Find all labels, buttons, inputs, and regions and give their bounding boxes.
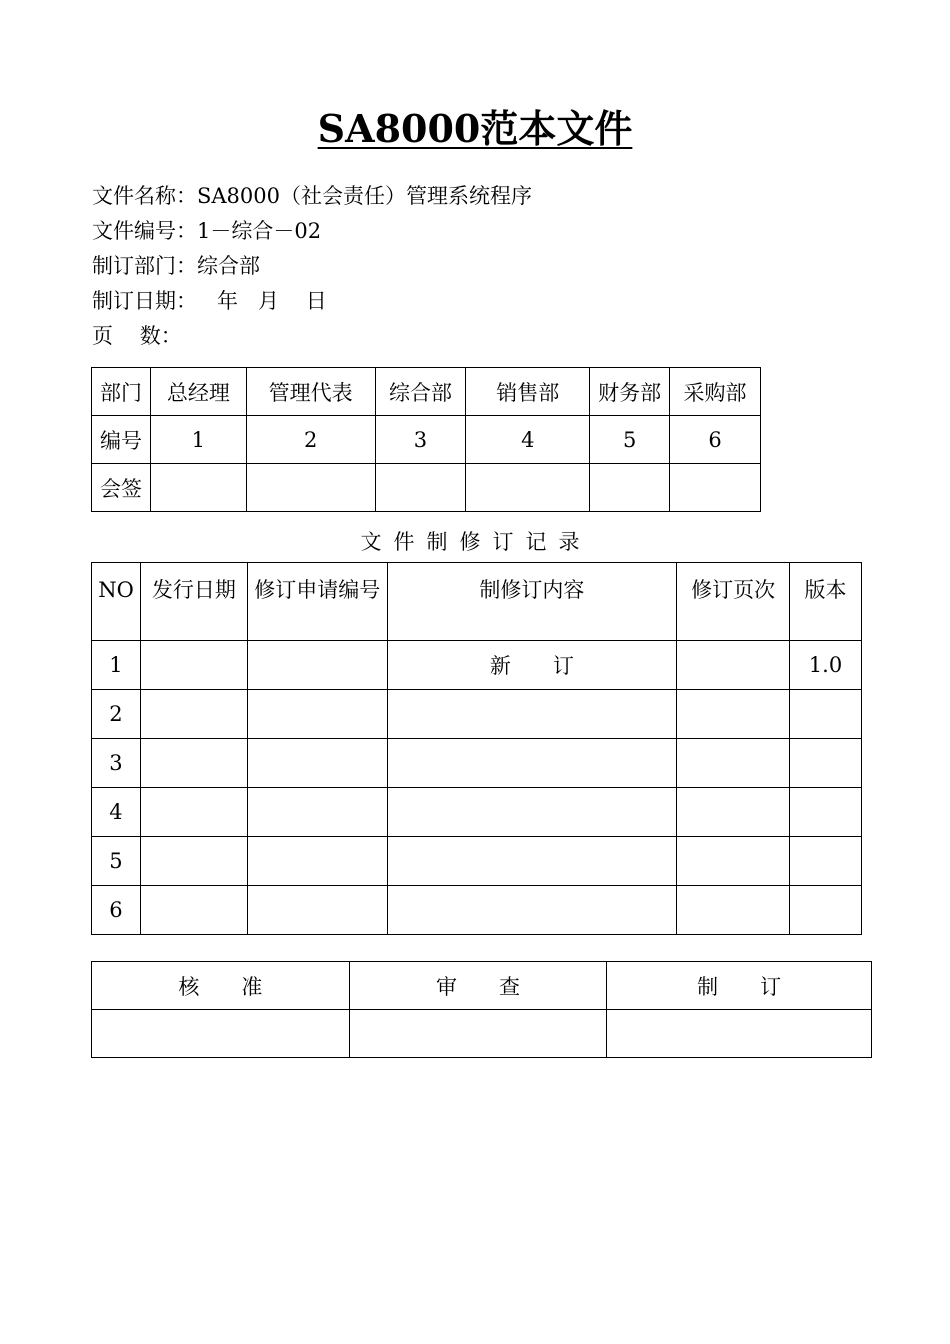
cell-version[interactable] <box>790 886 862 935</box>
info-pages: 页 数： <box>92 324 182 348</box>
table-row <box>92 886 862 935</box>
number-cell: 4 <box>466 416 590 464</box>
cell-pages[interactable] <box>677 788 790 837</box>
cell-issue-date[interactable] <box>140 690 247 739</box>
cell-version[interactable] <box>790 788 862 837</box>
signature-cell[interactable] <box>590 464 670 512</box>
cell-issue-date[interactable] <box>140 886 247 935</box>
table-row <box>92 690 862 739</box>
number-cell: 5 <box>590 416 670 464</box>
cell-content[interactable] <box>387 837 677 886</box>
cell-request-no[interactable] <box>247 641 387 690</box>
cell-request-no[interactable] <box>247 886 387 935</box>
row-label-countersign: 会签 <box>92 464 151 512</box>
cell-request-no[interactable] <box>247 690 387 739</box>
approve-signature-cell[interactable] <box>92 1010 350 1058</box>
cell-content[interactable] <box>387 788 677 837</box>
signature-cell[interactable] <box>670 464 761 512</box>
review-signature-cell[interactable] <box>349 1010 607 1058</box>
number-cell: 2 <box>246 416 375 464</box>
revision-record-table <box>91 562 862 935</box>
cell-version[interactable] <box>790 690 862 739</box>
signature-cell[interactable] <box>466 464 590 512</box>
cell-no: 6 <box>92 886 141 935</box>
dept-cell: 财务部 <box>590 368 670 416</box>
dept-cell: 销售部 <box>466 368 590 416</box>
cell-content[interactable] <box>387 886 677 935</box>
page-title: SA8000范本文件 <box>317 106 633 151</box>
cell-issue-date[interactable] <box>140 739 247 788</box>
info-file-name: 文件名称：SA8000（社会责任）管理系统程序 <box>92 184 532 208</box>
header-issue-date: 发行日期 <box>140 563 247 641</box>
cell-version[interactable] <box>790 837 862 886</box>
header-version: 版本 <box>790 563 862 641</box>
info-file-number: 文件编号：1－综合－02 <box>92 219 322 243</box>
table-row <box>92 837 862 886</box>
table-row <box>92 416 761 464</box>
cell-pages[interactable] <box>677 886 790 935</box>
countersign-table <box>91 367 761 512</box>
table-row <box>92 641 862 690</box>
table-row <box>92 1010 872 1058</box>
header-prepare: 制 订 <box>607 962 872 1010</box>
number-cell: 1 <box>150 416 246 464</box>
cell-pages[interactable] <box>677 739 790 788</box>
dept-cell: 采购部 <box>670 368 761 416</box>
table-row <box>92 788 862 837</box>
cell-version[interactable] <box>790 739 862 788</box>
header-revision-content: 制修订内容 <box>387 563 677 641</box>
cell-no: 2 <box>92 690 141 739</box>
cell-issue-date[interactable] <box>140 837 247 886</box>
dept-cell: 总经理 <box>150 368 246 416</box>
approval-table <box>91 961 872 1058</box>
table-row <box>92 368 761 416</box>
cell-pages[interactable] <box>677 837 790 886</box>
info-department: 制订部门：综合部 <box>92 254 260 278</box>
cell-pages[interactable] <box>677 690 790 739</box>
cell-issue-date[interactable] <box>140 641 247 690</box>
header-approve: 核 准 <box>92 962 350 1010</box>
header-revised-pages: 修订页次 <box>677 563 790 641</box>
cell-request-no[interactable] <box>247 837 387 886</box>
header-review: 审 查 <box>349 962 607 1010</box>
cell-no: 3 <box>92 739 141 788</box>
table-header-row <box>92 962 872 1010</box>
signature-cell[interactable] <box>246 464 375 512</box>
cell-content[interactable]: 新 订 <box>387 641 677 690</box>
table-header-row <box>92 563 862 641</box>
cell-request-no[interactable] <box>247 739 387 788</box>
table-row <box>92 739 862 788</box>
cell-pages[interactable] <box>677 641 790 690</box>
prepare-signature-cell[interactable] <box>607 1010 872 1058</box>
row-label-department: 部门 <box>92 368 151 416</box>
table-row <box>92 464 761 512</box>
cell-request-no[interactable] <box>247 788 387 837</box>
dept-cell: 管理代表 <box>246 368 375 416</box>
cell-content[interactable] <box>387 739 677 788</box>
cell-no: 5 <box>92 837 141 886</box>
number-cell: 6 <box>670 416 761 464</box>
row-label-number: 编号 <box>92 416 151 464</box>
info-date: 制订日期： 年 月 日 <box>92 289 327 313</box>
signature-cell[interactable] <box>150 464 246 512</box>
header-revision-request-no: 修订申请编号 <box>247 563 387 641</box>
cell-version[interactable]: 1.0 <box>790 641 862 690</box>
signature-cell[interactable] <box>375 464 466 512</box>
cell-no: 1 <box>92 641 141 690</box>
cell-content[interactable] <box>387 690 677 739</box>
cell-issue-date[interactable] <box>140 788 247 837</box>
revision-record-heading: 文件制修订记录 <box>360 530 592 554</box>
cell-no: 4 <box>92 788 141 837</box>
header-no: NO <box>92 563 141 641</box>
dept-cell: 综合部 <box>375 368 466 416</box>
number-cell: 3 <box>375 416 466 464</box>
